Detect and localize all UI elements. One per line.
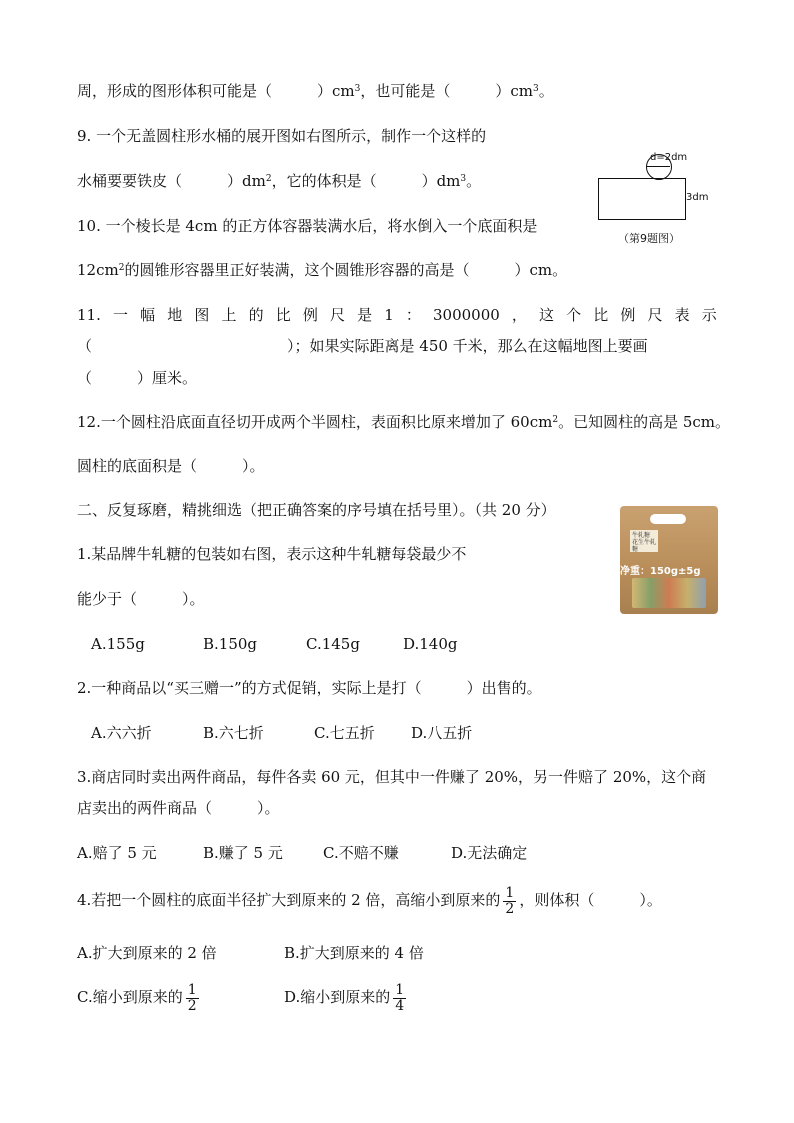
mc-2-option-b: B.六七折 — [203, 724, 264, 742]
seg: ， — [511, 306, 527, 324]
text: ，则体积（ ）。 — [519, 891, 662, 909]
seg: 例 — [302, 306, 318, 324]
seg: 地 — [167, 306, 183, 324]
bag-label: 牛轧糖 花生牛轧糖 — [632, 532, 657, 553]
lateral-rectangle — [598, 178, 686, 220]
superscript: 3 — [354, 84, 361, 94]
figure-caption: （第9题图） — [618, 232, 680, 245]
seg: 示 — [701, 306, 717, 324]
denominator: 2 — [505, 900, 515, 917]
text: 。 — [538, 82, 554, 100]
bag-handle — [650, 514, 686, 524]
question-11-line3: （ ）厘米。 — [77, 369, 198, 387]
mc-1-option-b: B.150g — [203, 635, 258, 653]
mc-4-option-b: B.扩大到原来的 4 倍 — [284, 944, 424, 962]
mc-3-option-c: C.不赔不赚 — [323, 844, 399, 862]
mc-1-option-a: A.155g — [91, 635, 145, 653]
text: C.缩小到原来的 — [77, 988, 183, 1006]
mc-4-line1 — [77, 883, 662, 917]
text: 12.一个圆柱沿底面直径切开成两个半圆柱，表面积比原来增加了 60cm — [77, 413, 553, 431]
seg: 3000000 — [433, 306, 500, 324]
seg: 个 — [566, 306, 582, 324]
question-11-line1 — [77, 304, 717, 326]
seg: 的 — [248, 306, 264, 324]
text: 4.若把一个圆柱的底面半径扩大到原来的 2 倍，高缩小到原来的 — [77, 891, 501, 909]
mc-4-option-a: A.扩大到原来的 2 倍 — [77, 944, 217, 962]
seg: 比 — [593, 306, 609, 324]
mc-4-option-d — [284, 980, 409, 1014]
numerator: 1 — [187, 981, 197, 998]
text: 12cm — [77, 261, 119, 279]
seg: 例 — [620, 306, 636, 324]
seg: 图 — [194, 306, 210, 324]
denominator: 4 — [395, 997, 405, 1014]
seg: 这 — [539, 306, 555, 324]
mc-3-option-a: A.赔了 5 元 — [77, 844, 157, 862]
question-12-line2: 圆柱的底面积是（ ）。 — [77, 457, 265, 475]
text: 。已知圆柱的高是 5cm。 — [558, 413, 731, 431]
mc-2-option-c: C.七五折 — [314, 724, 375, 742]
diameter-line — [647, 166, 670, 167]
mc-4-option-c — [77, 980, 202, 1014]
seg: 是 — [357, 306, 373, 324]
candy-bag-image — [618, 506, 720, 614]
fraction-one-quarter — [393, 983, 406, 1014]
text: D.缩小到原来的 — [284, 988, 391, 1006]
text: ，也可能是（ ）cm — [360, 82, 534, 100]
denominator: 2 — [187, 997, 197, 1014]
mc-1-option-d: D.140g — [403, 635, 458, 653]
question-12-line1 — [77, 411, 730, 433]
seg: 上 — [221, 306, 237, 324]
text: 周，形成的图形体积可能是（ ）cm — [77, 82, 355, 100]
numerator: 1 — [505, 884, 515, 901]
seg: 幅 — [140, 306, 156, 324]
seg: 尺 — [647, 306, 663, 324]
mc-1-option-c: C.145g — [306, 635, 360, 653]
mc-2-option-d: D.八五折 — [411, 724, 473, 742]
net-weight-label: 净重：150g±5g — [620, 566, 701, 577]
seg: 一 — [112, 306, 128, 324]
question-9-line2 — [77, 170, 481, 192]
mc-2-line1: 2.一种商品以“买三赠一”的方式促销，实际上是打（ ）出售的。 — [77, 679, 542, 697]
section-2-heading: 二、反复琢磨，精挑细选（把正确答案的序号填在括号里）。（共 20 分） — [77, 501, 556, 519]
superscript: 2 — [118, 263, 125, 273]
figure-9-cylinder-net — [590, 150, 720, 250]
diameter-label: d=2dm — [650, 152, 688, 163]
bag-window — [632, 578, 706, 608]
text: 的圆锥形容器里正好装满，这个圆锥形容器的高是（ ）cm。 — [124, 261, 568, 279]
mc-2-option-a: A.六六折 — [91, 724, 152, 742]
text: 水桶要要铁皮（ ）dm — [77, 172, 266, 190]
mc-3-option-d: D.无法确定 — [451, 844, 528, 862]
seg: 表 — [674, 306, 690, 324]
superscript: 3 — [460, 174, 467, 184]
seg: 11. — [77, 306, 101, 324]
mc-3-line1: 3.商店同时卖出两件商品，每件各卖 60 元，但其中一件赚了 20%，另一件赔了 20%，这个商 — [77, 768, 707, 786]
superscript: 2 — [552, 415, 559, 425]
seg: 1 — [384, 306, 394, 324]
line-volume — [77, 80, 554, 102]
fraction-one-half — [186, 983, 199, 1014]
text: 。 — [466, 172, 482, 190]
question-10-line1: 10. 一个棱长是 4cm 的正方体容器装满水后，将水倒入一个底面积是 — [77, 217, 538, 235]
numerator: 1 — [395, 981, 405, 998]
question-11-line2: （ ）；如果实际距离是 450 千米，那么在这幅地图上要画 — [77, 337, 648, 355]
height-label: 3dm — [686, 192, 709, 203]
seg: 比 — [275, 306, 291, 324]
question-10-line2 — [77, 259, 567, 281]
mc-3-option-b: B.赚了 5 元 — [203, 844, 283, 862]
seg: 尺 — [329, 306, 345, 324]
seg: ： — [405, 306, 421, 324]
superscript: 2 — [265, 174, 272, 184]
text: ，它的体积是（ ）dm — [271, 172, 461, 190]
question-9-line1: 9. 一个无盖圆柱形水桶的展开图如右图所示，制作一个这样的 — [77, 127, 487, 145]
fraction-one-half — [503, 886, 516, 917]
superscript: 3 — [533, 84, 539, 94]
mc-1-line1: 1.某品牌牛轧糖的包装如右图，表示这种牛轧糖每袋最少不 — [77, 545, 467, 563]
mc-3-line2: 店卖出的两件商品（ ）。 — [77, 799, 280, 817]
mc-1-line2: 能少于（ ）。 — [77, 590, 205, 608]
